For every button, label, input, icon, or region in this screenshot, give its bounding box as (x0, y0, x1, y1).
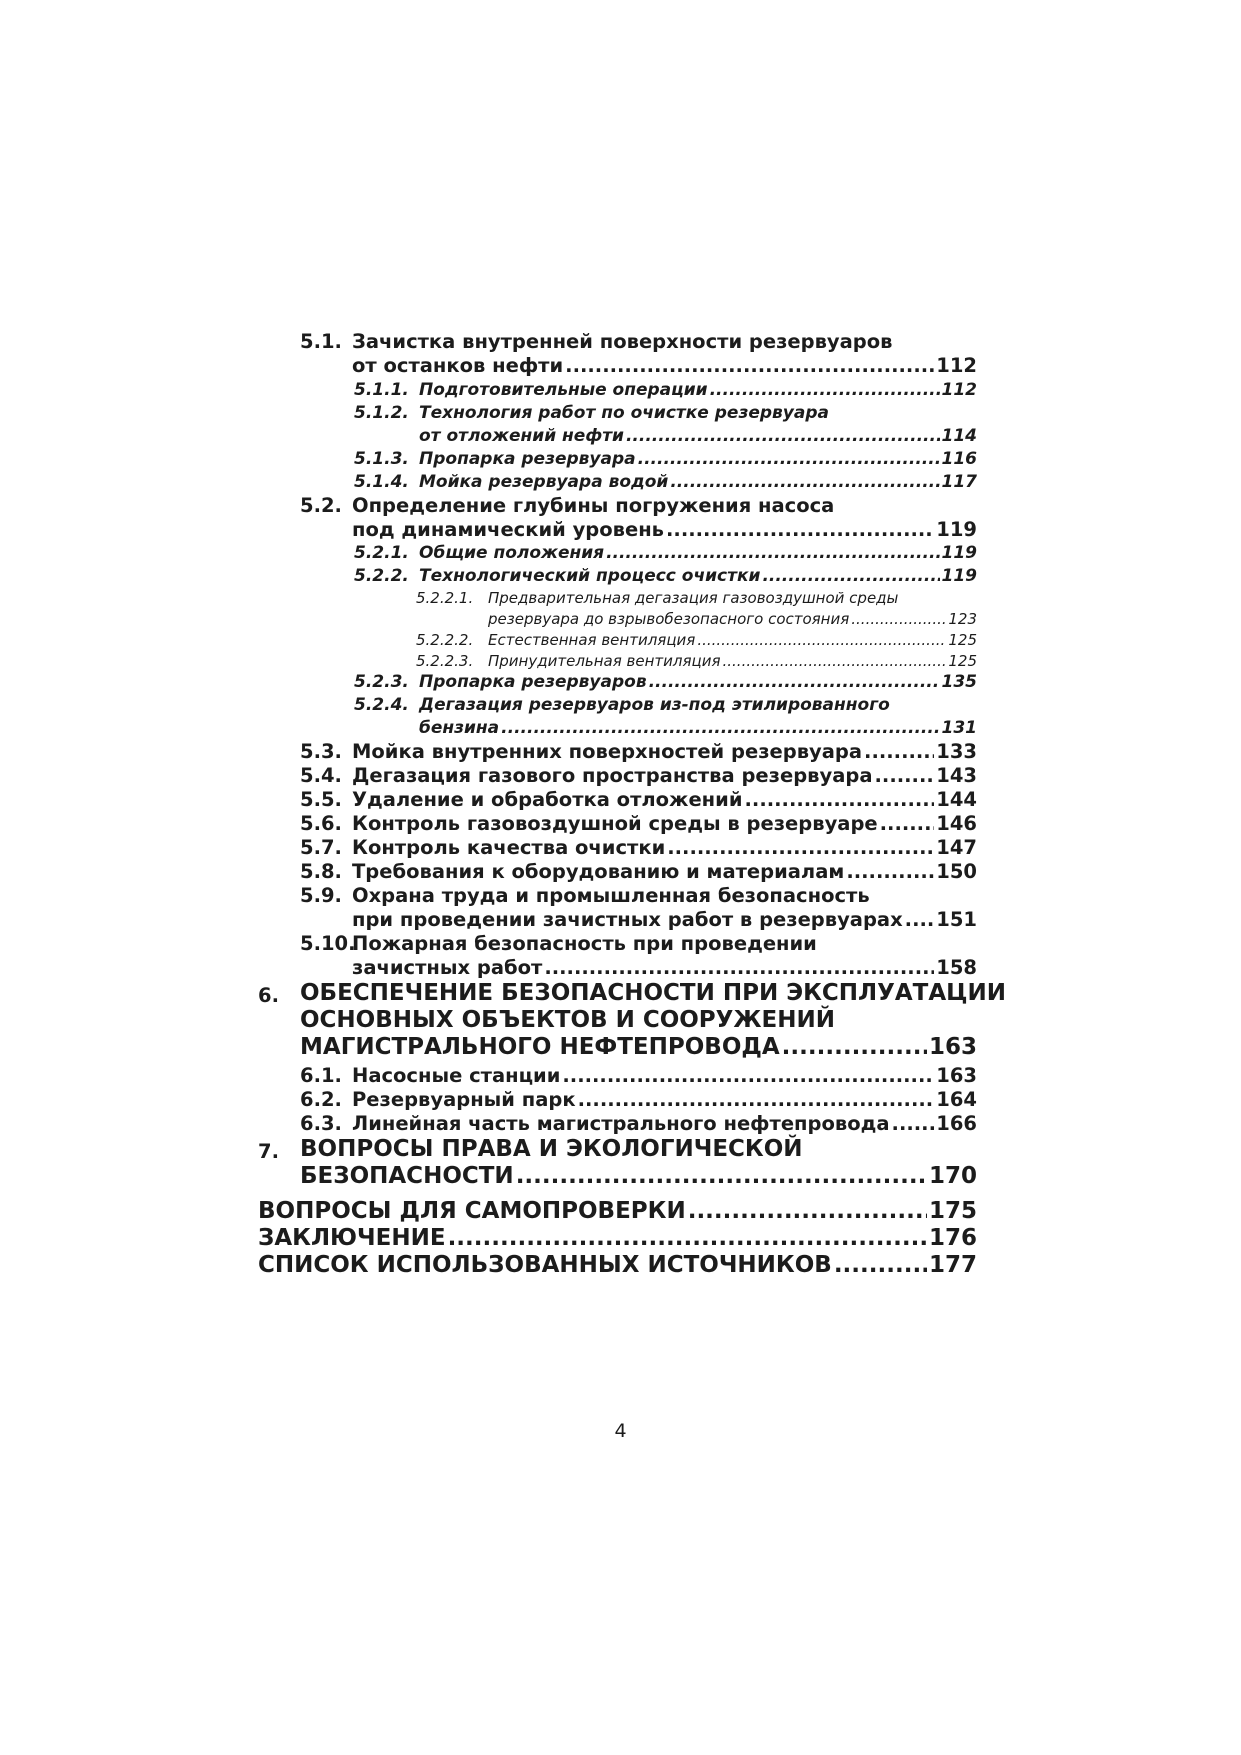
dot-leader (666, 518, 934, 541)
toc-page-number: 144 (936, 788, 977, 811)
dot-leader (880, 812, 935, 835)
toc-entry[interactable]: БЕЗОПАСНОСТИ ..... 170 (300, 1163, 977, 1189)
toc-entry[interactable]: Резервуарный парк ..... 164 (352, 1088, 977, 1111)
toc-entry[interactable]: резервуара до взрывобезопасного состояния ..... 123 (488, 610, 977, 628)
toc-number: 5.5. (300, 788, 342, 811)
toc-page-number: 119 (941, 543, 977, 563)
toc-number: 6. (258, 984, 279, 1007)
toc-number: 5.2.1. (354, 543, 409, 563)
toc-number: 5.1.2. (354, 403, 409, 423)
toc-entry[interactable]: Подготовительные операции ..... 112 (419, 380, 977, 400)
dot-leader (649, 672, 940, 692)
toc-page-number: 151 (936, 908, 977, 931)
toc-entry[interactable]: при проведении зачистных работ в резервуарах ..... 151 (352, 908, 977, 931)
toc-number: 5.1. (300, 330, 342, 353)
toc-page-number: 170 (928, 1163, 977, 1189)
toc-page-number: 125 (948, 652, 977, 670)
toc-page-number: 114 (941, 426, 977, 446)
toc-number: 5.2.2.3. (416, 652, 474, 670)
toc-number: 5.1.3. (354, 449, 409, 469)
toc-number: 5.2.4. (354, 695, 409, 715)
toc-entry[interactable]: Общие положения ..... 119 (419, 543, 977, 563)
dot-leader (864, 740, 934, 763)
toc-page-number: 131 (941, 718, 977, 738)
dot-leader (892, 1112, 935, 1135)
dot-leader (688, 1198, 927, 1224)
dot-leader (846, 860, 934, 883)
toc-entry[interactable]: бензина ..... 131 (419, 718, 977, 738)
toc-number: 5.2.2. (354, 566, 409, 586)
toc-page-number: 175 (928, 1198, 977, 1224)
dot-leader (638, 449, 940, 469)
dot-leader (905, 908, 935, 931)
toc-entry[interactable]: ВОПРОСЫ ДЛЯ САМОПРОВЕРКИ ..... 175 (258, 1198, 977, 1224)
toc-number: 6.3. (300, 1112, 342, 1135)
toc-number: 5.7. (300, 836, 342, 859)
toc-entry[interactable]: Контроль качества очистки ..... 147 (352, 836, 977, 859)
toc-entry-text: ОБЕСПЕЧЕНИЕ БЕЗОПАСНОСТИ ПРИ ЭКСПЛУАТАЦИИ (300, 980, 1006, 1006)
dot-leader (562, 1064, 934, 1087)
toc-entry[interactable]: Технологический процесс очистки ..... 119 (419, 566, 977, 586)
toc-entry[interactable]: от отложений нефти ..... 114 (419, 426, 977, 446)
toc-number: 6.1. (300, 1064, 342, 1087)
dot-leader (448, 1225, 927, 1251)
dot-leader (745, 788, 935, 811)
toc-entry-text: Охрана труда и промышленная безопасность (352, 884, 870, 907)
toc-page-number: 125 (948, 631, 977, 649)
toc-entry[interactable]: Требования к оборудованию и материалам ..... 150 (352, 860, 977, 883)
toc-entry[interactable]: Мойка внутренних поверхностей резервуара ..... 133 (352, 740, 977, 763)
toc-page-number: 119 (936, 518, 977, 541)
toc-entry-text: Зачистка внутренней поверхности резервуаров (352, 330, 893, 353)
dot-leader (851, 610, 946, 628)
toc-page-number: 146 (936, 812, 977, 835)
toc-entry[interactable]: Насосные станции ..... 163 (352, 1064, 977, 1087)
toc-entry[interactable]: Принудительная вентиляция ..... 125 (488, 652, 977, 670)
toc-page-number: 112 (936, 354, 977, 377)
dot-leader (875, 764, 935, 787)
toc-page-number: 164 (936, 1088, 977, 1111)
toc-entry[interactable]: Контроль газовоздушной среды в резервуаре ..... 146 (352, 812, 977, 835)
toc-page-number: 150 (936, 860, 977, 883)
toc-number: 7. (258, 1140, 279, 1163)
page-number: 4 (614, 1420, 627, 1442)
toc-entry-text: ВОПРОСЫ ПРАВА И ЭКОЛОГИЧЕСКОЙ (300, 1136, 803, 1162)
toc-number: 5.2.2.1. (416, 589, 474, 607)
toc-entry-text: Пожарная безопасность при проведении (352, 932, 817, 955)
toc-entry-text: ОСНОВНЫХ ОБЪЕКТОВ И СООРУЖЕНИЙ (300, 1007, 836, 1033)
dot-leader (606, 543, 939, 563)
toc-entry[interactable]: ЗАКЛЮЧЕНИЕ ..... 176 (258, 1225, 977, 1251)
toc-page-number: 119 (941, 566, 977, 586)
toc-number: 5.6. (300, 812, 342, 835)
dot-leader (710, 380, 940, 400)
toc-number: 6.2. (300, 1088, 342, 1111)
toc-entry[interactable]: Естественная вентиляция ..... 125 (488, 631, 977, 649)
toc-page-number: 123 (948, 610, 977, 628)
toc-entry[interactable]: зачистных работ ..... 158 (352, 956, 977, 979)
dot-leader (626, 426, 940, 446)
toc-number: 5.3. (300, 740, 342, 763)
toc-entry[interactable]: Пропарка резервуара ..... 116 (419, 449, 977, 469)
toc-page-number: 158 (936, 956, 977, 979)
toc-entry[interactable]: МАГИСТРАЛЬНОГО НЕФТЕПРОВОДА ..... 163 (300, 1034, 977, 1060)
toc-number: 5.2.3. (354, 672, 409, 692)
dot-leader (565, 354, 934, 377)
dot-leader (578, 1088, 935, 1111)
dot-leader (667, 836, 934, 859)
toc-entry[interactable]: Удаление и обработка отложений ..... 144 (352, 788, 977, 811)
toc-number: 5.2. (300, 494, 342, 517)
toc-number: 5.10. (300, 932, 356, 955)
dot-leader (516, 1163, 927, 1189)
toc-entry[interactable]: Дегазация газового пространства резервуара ..... 143 (352, 764, 977, 787)
toc-entry-text: Определение глубины погружения насоса (352, 494, 835, 517)
toc-number: 5.2.2.2. (416, 631, 474, 649)
dot-leader (544, 956, 934, 979)
toc-number: 5.1.4. (354, 472, 409, 492)
toc-entry[interactable]: от останков нефти ..... 112 (352, 354, 977, 377)
toc-entry-text: Технология работ по очистке резервуара (419, 403, 829, 423)
toc-entry-text: Предварительная дегазация газовоздушной среды (488, 589, 899, 607)
dot-leader (782, 1034, 927, 1060)
toc-entry[interactable]: Мойка резервуара водой ..... 117 (419, 472, 977, 492)
toc-page-number: 163 (928, 1034, 977, 1060)
toc-page-number: 177 (928, 1252, 977, 1278)
toc-entry[interactable]: Линейная часть магистрального нефтепровода ..... 166 (352, 1112, 977, 1135)
toc-number: 5.1.1. (354, 380, 409, 400)
dot-leader (834, 1252, 927, 1278)
toc-page-number: 116 (941, 449, 977, 469)
toc-page-number: 176 (928, 1225, 977, 1251)
toc-page-number: 133 (936, 740, 977, 763)
toc-entry[interactable]: под динамический уровень ..... 119 (352, 518, 977, 541)
toc-entry[interactable]: СПИСОК ИСПОЛЬЗОВАННЫХ ИСТОЧНИКОВ ..... 177 (258, 1252, 977, 1278)
toc-entry[interactable]: Пропарка резервуаров ..... 135 (419, 672, 977, 692)
toc-page-number: 112 (941, 380, 977, 400)
dot-leader (670, 472, 939, 492)
dot-leader (762, 566, 939, 586)
toc-number: 5.9. (300, 884, 342, 907)
toc-page-number: 166 (936, 1112, 977, 1135)
dot-leader (723, 652, 947, 670)
toc-entry-text: Дегазация резервуаров из-под этилированного (419, 695, 890, 715)
toc-page-number: 163 (936, 1064, 977, 1087)
toc-number: 5.8. (300, 860, 342, 883)
toc-page-number: 117 (941, 472, 977, 492)
dot-leader (501, 718, 939, 738)
toc-page-number: 147 (936, 836, 977, 859)
dot-leader (697, 631, 946, 649)
toc-number: 5.4. (300, 764, 342, 787)
toc-page-number: 143 (936, 764, 977, 787)
toc-page-number: 135 (941, 672, 977, 692)
